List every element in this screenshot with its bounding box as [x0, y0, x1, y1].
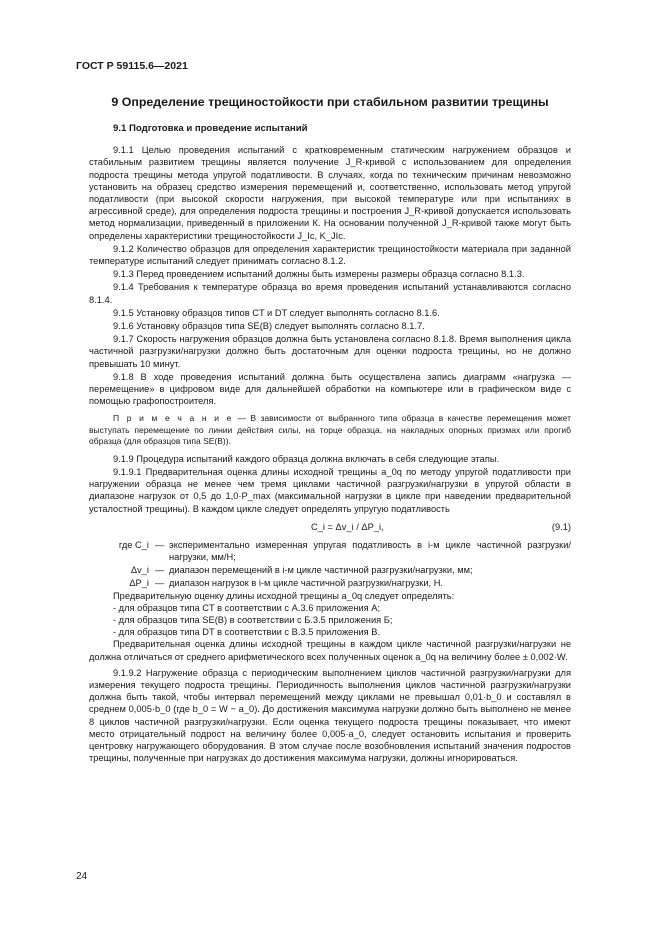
definitions [89, 539, 571, 590]
formula-9-1 [89, 519, 571, 535]
paragraph-9-1-1: 9.1.1 Целью проведения испытаний с кратковременным статическим нагружением образцов и стабильным развитием трещины является получение J_R-кривой с использованием для определения подроста трещины метода упругой податливости. В случаях, когда по техническим причинам невозможно установить на образец средство измерения перемещений и, соответственно, использовать метод упругой податливости (при высокой скорости нагружения, при высокой температуре или при испытаниях в агрессивной среде), для определения подроста трещины и построения J_R-кривой допускается использовать метод нормализации, приведенный в приложении К. На основании полученной J_R-кривой также могут быть определены характеристики трещиностойкости J_Ic, K_JIc. [89, 145, 571, 241]
paragraph-preliminary-estimate: Предварительную оценку длины исходной трещины a_0q следует определять: [113, 590, 455, 601]
note-text: — В зависимости от выбранного типа образца в качестве перемещения может выступать перемещение по линии действия силы, на торце образца, на накладных опорных призмах или прогиб образца (для образцов типа SE(B)). [89, 413, 571, 447]
specimen-list [89, 602, 571, 639]
paragraph-9-1-8: 9.1.8 В ходе проведения испытаний должна быть осуществлена запись диаграмм «нагрузка — перемещение» в цифровом виде для дальнейшей обработки на компьютере или в графическом виде с помощью графопостроителя. [89, 371, 571, 407]
subsection-title: 9.1 Подготовка и проведение испытаний [113, 123, 308, 134]
note-label: П р и м е ч а н и е [113, 413, 233, 424]
definition-dash: — [155, 578, 165, 589]
definition-dash: — [155, 565, 165, 576]
definition-term: Δv_i [130, 565, 149, 576]
paragraph-9-1-9: 9.1.9 Процедура испытаний каждого образца должна включать в себя следующие этапы. [113, 453, 500, 464]
paragraph-preliminary-deviation: Предварительная оценка длины исходной трещины в каждом цикле частичной разгрузки/нагрузки не должна отличаться от среднего арифметического всех полученных оценок a_0q на величину более ± 0,002·W. [89, 639, 571, 662]
definition-item [89, 577, 571, 589]
definition-item [89, 564, 571, 576]
paragraph-9-1-9-2: 9.1.9.2 Нагружение образца с периодическим выполнением циклов частичной разгрузки/нагрузки для измерения текущего подроста трещины. Периодичность выполнения циклов частичной разгрузки/нагрузки должна быть такой, чтобы интервал перемещений между циклами не превышал 0,01·b_0 и составлял в среднем 0,005·b_0 (где b_0 = W − a_0). До достижения максимума нагрузки должно быть выполнено не менее 8 циклов частичной разгрузки/нагрузки. Если оценка текущего подроста трещины показывает, что имеют место отрицательный подрост на величину более 0,005·a_0, следует остановить испытания и проверить центровку нагружающего оборудования. В этом случае после возобновления испытаний значения подростов трещины, полученные при нагрузках до достижения максимума нагрузки, должны игнорироваться. [89, 667, 571, 764]
list-item: - для образцов типа DT в соответствии с В.3.5 приложения В. [113, 627, 381, 638]
page-number: 24 [76, 871, 88, 882]
note [89, 413, 571, 447]
paragraph-9-1-7: 9.1.7 Скорость нагружения образцов должна быть установлена согласно 8.1.8. Время выполнения цикла частичной разгрузки/нагрузки должно быть достаточным для оценки подроста трещины, но не должно превышать 10 минут. [89, 334, 571, 369]
document-header: ГОСТ Р 59115.6—2021 [76, 60, 188, 72]
definition-term: ΔP_i [129, 578, 149, 589]
section-title: 9 Определение трещиностойкости при стабильном развитии трещины [111, 95, 549, 109]
paragraph-9-1-5: 9.1.5 Установку образцов типов CT и DT следует выполнять согласно 8.1.6. [113, 307, 440, 318]
paragraph-9-1-9-1: 9.1.9.1 Предварительная оценка длины исходной трещины a_0q по методу упругой податливости при нагружении образца не менее чем тремя циклами частичной разгрузки/нагрузки в упругой области в диапазоне нагрузок от 0,5 до 1,0·P_max (максимальной нагрузки в цикле при наведении предварительной усталостной трещины). В каждом цикле следует определять упругую податливость [89, 466, 571, 514]
definition-item [89, 539, 571, 563]
paragraph-9-1-3: 9.1.3 Перед проведением испытаний должны быть измерены размеры образца согласно 8.1.3. [113, 269, 525, 280]
formula-number: (9.1) [551, 521, 571, 532]
list-item: - для образцов типа CT в соответствии с А.3.6 приложения А; [113, 602, 381, 613]
definition-description: диапазон нагрузок в i-м цикле частичной разгрузки/нагрузки, Н. [169, 578, 443, 589]
document-body [89, 95, 571, 764]
list-item: - для образцов типа SE(B) в соответствии с Б.3.5 приложения Б; [113, 614, 393, 625]
definition-term: где C_i [118, 539, 149, 550]
definition-description: экспериментально измеренная упругая податливость в i-м цикле частичной разгрузки/нагрузки, мм/Н; [169, 539, 571, 562]
definition-description: диапазон перемещений в i-м цикле частичной разгрузки/нагрузки, мм; [169, 565, 473, 576]
paragraph-9-1-2: 9.1.2 Количество образцов для определения характеристик трещиностойкости материала при заданной температуре испытаний следует принимать согласно 8.1.2. [89, 243, 571, 267]
paragraph-9-1-4: 9.1.4 Требования к температуре образца во время проведения испытаний устанавливаются согласно 8.1.4. [89, 282, 571, 305]
definition-dash: — [155, 539, 165, 550]
formula-expression: C_i = Δv_i / ΔP_i, [311, 521, 384, 532]
paragraph-9-1-6: 9.1.6 Установку образцов типа SE(B) следует выполнять согласно 8.1.7. [113, 321, 425, 332]
